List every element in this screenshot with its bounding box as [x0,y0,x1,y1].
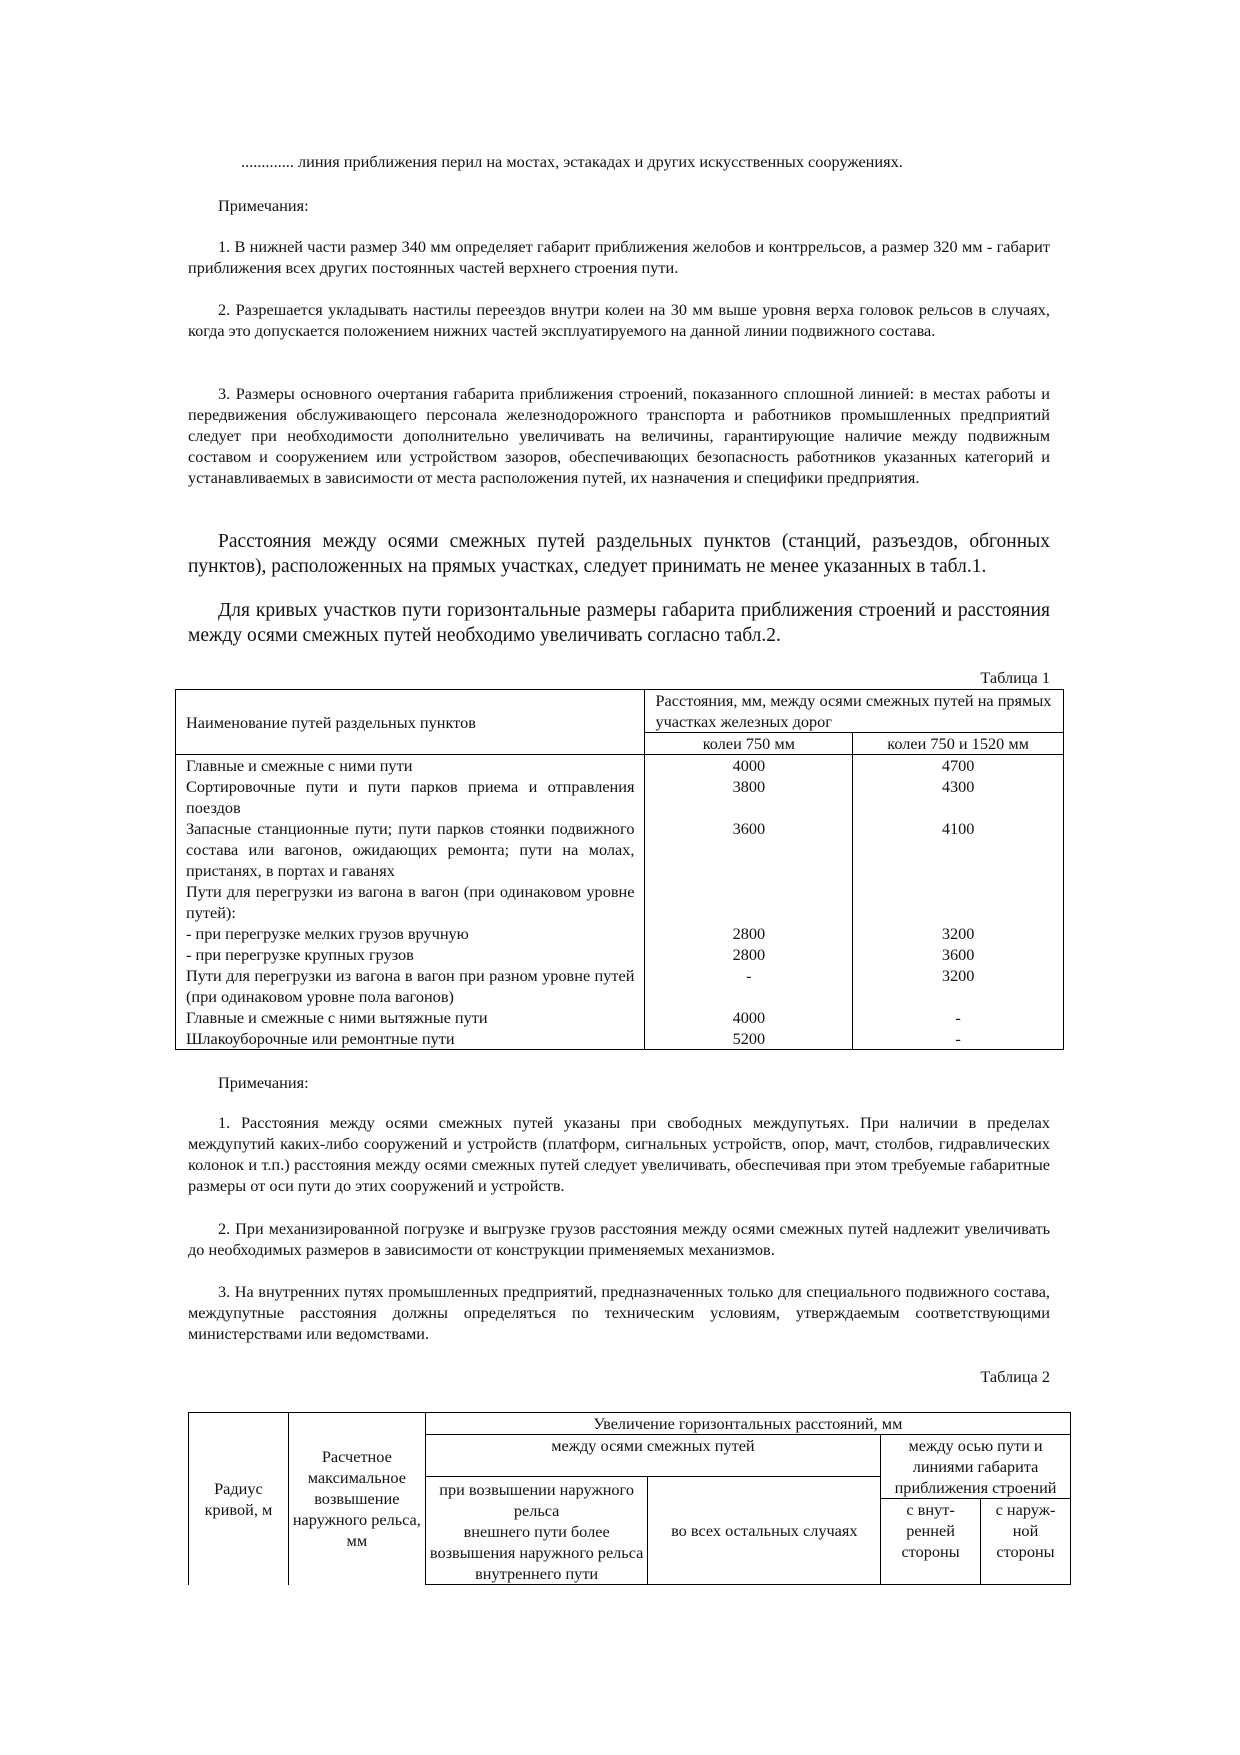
table-caption: Таблица 1 [980,668,1050,687]
header-cell: Расстояния, мм, между осями смежных путей на прямых участках железных дорог [645,690,1064,733]
note-item: 2. Разрешается укладывать настилы переездов внутри колеи на 30 мм выше уровня верха головок рельсов в случаях, когда это допускается положением нижних частей эксплуатируемого на данной линии подвижного состава. [188,300,1050,340]
paragraph: Для кривых участков пути горизонтальные размеры габарита приближения строений и расстояния между осями смежных путей необходимо увеличивать согласно табл.2. [188,600,1050,646]
row-name: Пути для перегрузки из вагона в вагон при разном уровне путей (при одинаковом уровне пола вагонов) [176,965,645,1007]
header-line: внешнего пути более возвышения наружного рельса внутреннего пути [429,1522,644,1583]
header-cell: Наименование путей раздельных пунктов [176,690,645,755]
row-name: Главные и смежные с ними пути [176,755,645,777]
row-name: Сортировочные пути и пути парков приема и отправления поездов [176,776,645,818]
row-name: - при перегрузке мелких грузов вручную [176,923,645,944]
row-value: 3200 [853,965,1064,1007]
note-item: 1. В нижней части размер 340 мм определяет габарит приближения желобов и контррельсов, а размер 320 мм - габарит приближения всех других постоянных частей верхнего строения пути. [188,237,1050,277]
header-cell [425,1477,648,1585]
table-2 [188,1412,1071,1585]
header-cell: между осью пути и линиями габарита приближения строений [881,1435,1071,1499]
row-value: 2800 [645,923,853,944]
row-value: 3200 [853,923,1064,944]
row-name: Главные и смежные с ними вытяжные пути [176,1007,645,1028]
note-item: 3. На внутренних путях промышленных предприятий, предназначенных только для специального подвижного состава, междупутные расстояния должны определяться по техническим условиям, утверждаемым соответствующими министерствами или ведомствами. [188,1282,1050,1343]
row-value: 3600 [645,818,853,881]
row-value: 4100 [853,818,1064,881]
row-value: 5200 [645,1028,853,1050]
header-cell: колеи 750 и 1520 мм [853,733,1064,755]
table-row [176,1028,1064,1050]
notes-title: Примечания: [218,1073,309,1092]
row-value: - [645,965,853,1007]
row-value: 4700 [853,755,1064,777]
table-row [176,776,1064,818]
row-value [853,881,1064,923]
table-row [176,755,1064,777]
row-value: 4300 [853,776,1064,818]
header-cell: Увеличение горизонтальных расстояний, мм [425,1413,1070,1435]
row-name: Шлакоуборочные или ремонтные пути [176,1028,645,1050]
table-row [176,923,1064,944]
header-cell: с внут-ренней стороны [881,1499,981,1585]
row-value: 4000 [645,755,853,777]
header-cell: между осями смежных путей [425,1435,880,1477]
header-cell: Расчетное максимальное возвышение наружного рельса, мм [288,1413,425,1585]
table-row [176,965,1064,1007]
row-value: 3800 [645,776,853,818]
row-name: Запасные станционные пути; пути парков стоянки подвижного состава или вагонов, ожидающих ремонта; пути на молах, пристанях, в портах и гаванях [176,818,645,881]
notes-title: Примечания: [218,196,309,215]
table-1 [175,689,1064,1050]
row-name: - при перегрузке крупных грузов [176,944,645,965]
paragraph: Расстояния между осями смежных путей раздельных пунктов (станций, разъездов, обгонных пунктов), расположенных на прямых участках, следует принимать не менее указанных в табл.1. [188,531,1050,577]
header-line: при возвышении наружного рельса [439,1480,634,1520]
row-value: 2800 [645,944,853,965]
table-row [176,881,1064,923]
note-item: 3. Размеры основного очертания габарита приближения строений, показанного сплошной линией: в местах работы и передвижения обслуживающего персонала железнодорожного транспорта и работников промышленных предприятий следует при необходимости дополнительно увеличивать на величины, гарантирующие наличие между подвижным составом и сооружением или устройством зазоров, обеспечивающих безопасность работников указанных категорий и устанавливаемых в зависимости от места расположения путей, их назначения и специфики предприятия. [188,384,1050,487]
row-name: Пути для перегрузки из вагона в вагон (при одинаковом уровне путей): [176,881,645,923]
note-item: 1. Расстояния между осями смежных путей указаны при свободных междупутьях. При наличии в пределах междупутий каких-либо сооружений и устройств (платформ, сигнальных устройств, опор, мачт, столбов, гидравлических колонок и т.п.) расстояния между осями смежных путей следует увеличивать, обеспечивая при этом требуемые габаритные размеры от оси пути до этих сооружений и устройств. [188,1113,1050,1195]
header-cell: Радиус кривой, м [189,1413,289,1585]
table-row [176,818,1064,881]
header-cell: во всех остальных случаях [648,1477,881,1585]
top-line: ............. линия приближения перил на мостах, эстакадах и других искусственных сооружениях. [241,152,903,171]
row-value: - [853,1007,1064,1028]
header-cell: колеи 750 мм [645,733,853,755]
row-value [645,881,853,923]
table-row [176,1007,1064,1028]
table-caption: Таблица 2 [980,1367,1050,1386]
row-value: 4000 [645,1007,853,1028]
table-row [176,944,1064,965]
row-value: 3600 [853,944,1064,965]
note-item: 2. При механизированной погрузке и выгрузке грузов расстояния между осями смежных путей надлежит увеличивать до необходимых размеров в зависимости от конструкции применяемых механизмов. [188,1219,1050,1259]
row-value: - [853,1028,1064,1050]
header-cell: с наруж-ной стороны [981,1499,1071,1585]
